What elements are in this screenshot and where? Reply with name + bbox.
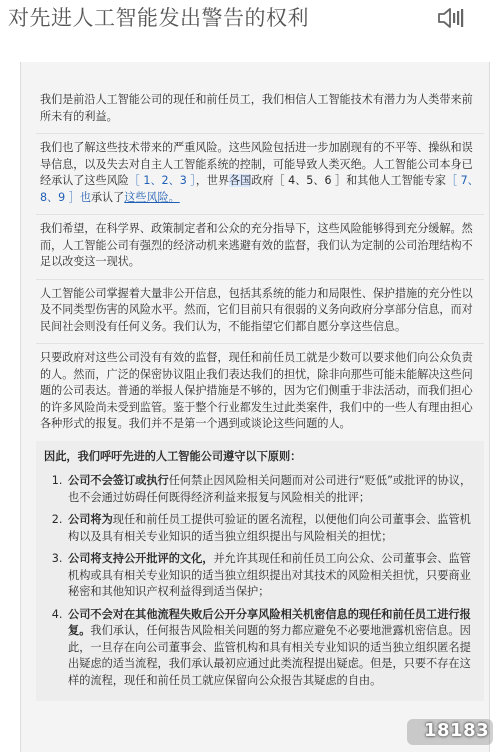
- paragraph-hope: 我们希望，在科学界、政策制定者和公众的充分指导下，这些风险能够得到充分缓解。然而，人工智能公司有强烈的经济动机来逃避有效的监督，我们认为定制的公司治理结构不足以改变这一现状。: [36, 214, 484, 271]
- page-title: 对先进人工智能发出警告的权利: [8, 6, 309, 30]
- watermark-text: 18183: [424, 720, 490, 741]
- paragraph-risks: 我们也了解这些技术带来的严重风险。这些风险包括进一步加剧现有的不平等、操纵和误导信息，以及失去对自主人工智能系统的控制，可能导致人类灭绝。人工智能公司本身已经承认了这些风险［ 1、2、3 ］，世界各国政府［ 4、5、6 ］和其他人工智能专家［ 7、8、9 ］也承认了这些风险。: [36, 133, 484, 206]
- risks-link[interactable]: 这些风险。: [124, 190, 180, 204]
- principle-item: 3. 公司将支持公开批评的文化，并允许其现任和前任员工向公众、公司董事会、监管机构或具有相关专业知识的适当独立组织提出对其技术的风险相关担忧，只要商业秘密和其他知识产权利益得到适当保护；: [66, 551, 478, 601]
- reference-link[interactable]: ［ 7、8、9 ］: [40, 174, 479, 204]
- paragraph-intro: 我们是前沿人工智能公司的现任和前任员工，我们相信人工智能技术有潜力为人类带来前所未有的利益。: [40, 93, 473, 123]
- paragraph-oversight: 只要政府对这些公司没有有效的监督，现任和前任员工就是少数可以要求他们向公众负责的人。然而，广泛的保密协议阻止我们表达我们的担忧，除非向那些可能未能解决这些问题的公司表达。普通的举报人保护措施是不够的，因为它们侧重于非法活动，而我们担心的许多风险尚未受到监管。鉴于整个行业都发生过此类案件，我们中的一些人有理由担心各种形式的报复。我们并不是第一个遇到或谈论这些问题的人。: [36, 343, 484, 433]
- reference-link[interactable]: ［ 1、2、3 ］: [128, 174, 196, 187]
- principles-section: [36, 441, 484, 702]
- highlighted-text: 各国: [229, 174, 252, 187]
- principle-item: 4. 公司不会对在其他流程失败后公开分享风险相关机密信息的现任和前任员工进行报复。我们承认，任何报告风险相关问题的努力都应避免不必要地泄露机密信息。因此，一旦存在向公司董事会、监管机构和具有相关专业知识的适当独立组织匿名提出疑虑的适当流程，我们承认最初应通过此类流程提出疑虑。但是，只要不存在这样的流程，现任和前任员工就应保留向公众报告其疑虑的自由。: [66, 607, 478, 690]
- document-body: [36, 92, 484, 701]
- paragraph-information: 人工智能公司掌握着大量非公开信息，包括其系统的能力和局限性、保护措施的充分性以及不同类型伤害的风险水平。然而，它们目前只有很弱的义务向政府分享部分信息，而对民间社会则没有任何义务。我们认为，不能指望它们都自愿分享这些信息。: [36, 279, 484, 336]
- speaker-icon[interactable]: [436, 6, 466, 30]
- principle-item: 2. 公司将为现任和前任员工提供可验证的匿名流程，以便他们向公司董事会、监管机构以及具有相关专业知识的适当独立组织提出与风险相关的担忧；: [66, 512, 478, 545]
- principles-title: 因此，我们呼吁先进的人工智能公司遵守以下原则：: [44, 449, 302, 463]
- principle-item: 1. 公司不会签订或执行任何禁止因风险相关问题而对公司进行“贬低”或批评的协议，也不会通过妨碍任何既得经济利益来报复与风险相关的批评；: [66, 473, 478, 506]
- principles-list: [44, 473, 478, 689]
- header: [0, 0, 500, 44]
